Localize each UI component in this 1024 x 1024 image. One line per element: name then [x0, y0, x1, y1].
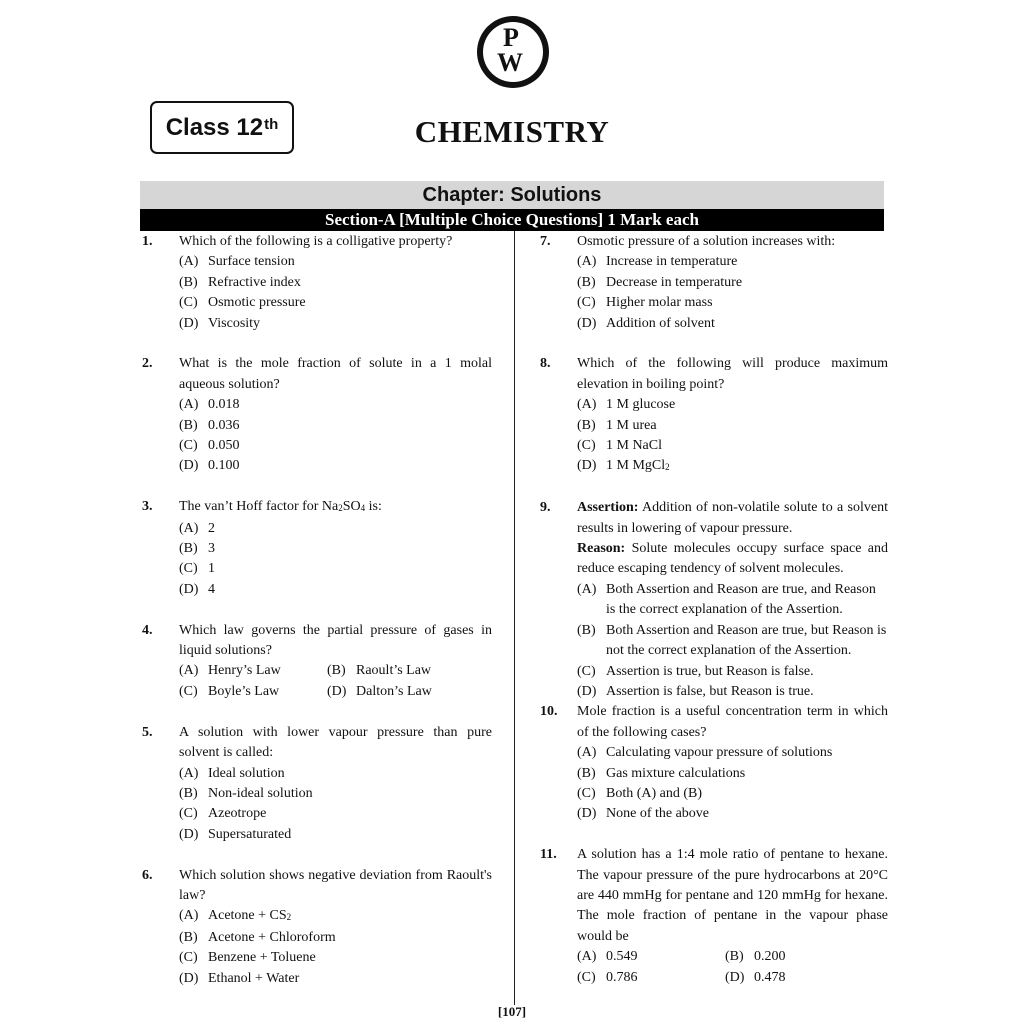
question-stem: Mole fraction is a useful concentration term in which of the following cases?: [577, 704, 888, 740]
option-b: [327, 661, 475, 681]
option-text: 0.786: [606, 969, 638, 985]
option-b: [179, 928, 492, 948]
column-divider: [514, 231, 515, 1005]
option-c: [179, 293, 492, 313]
option-d: [179, 456, 492, 476]
option-b: [179, 273, 492, 293]
option-text: Gas mixture calculations: [606, 765, 746, 781]
subject-title: CHEMISTRY: [414, 114, 610, 149]
option-text: Osmotic pressure: [208, 295, 306, 311]
option-d: [577, 456, 888, 477]
stem-part: The van’t Hoff factor for Na: [179, 499, 339, 515]
stem-part: SO: [342, 499, 361, 515]
question-7: [540, 232, 888, 334]
option-a: [577, 580, 888, 621]
option-text: 0.100: [208, 458, 240, 474]
question-stem: What is the mole fraction of solute in a 1 molal aqueous solution?: [179, 356, 492, 392]
section-heading: Section-A [Multiple Choice Questions] 1 Mark each: [140, 209, 884, 231]
question-stem: Which of the following will produce maximum elevation in boiling point?: [577, 356, 888, 392]
option-b: [577, 416, 888, 436]
option-row: [179, 661, 492, 681]
option-label: (A): [179, 663, 199, 679]
option-text: 2: [208, 520, 215, 536]
option-label: (B): [179, 274, 198, 290]
option-label: (A): [577, 949, 597, 965]
option-text: Both Assertion and Reason are true, and Reason is the correct explanation of the Assertion.: [606, 581, 876, 618]
question-8: [540, 354, 888, 477]
option-text: Supersaturated: [208, 826, 292, 842]
option-c: [577, 968, 725, 988]
option-text: Assertion is true, but Reason is false.: [606, 663, 814, 679]
option-b: [577, 273, 888, 293]
question-number: 1.: [142, 234, 153, 249]
option-text: Both Assertion and Reason are true, but Reason is not the correct explanation of the Assertion.: [606, 622, 887, 659]
logo-letter-p: P: [503, 23, 519, 52]
option-c: [179, 804, 492, 824]
option-label: (D): [577, 806, 597, 822]
reason-label: Reason:: [577, 541, 626, 557]
option-a: [577, 947, 725, 967]
option-text: 1 M glucose: [606, 397, 676, 413]
option-label: (B): [577, 765, 596, 781]
option-row: [577, 968, 888, 988]
option-label: (A): [577, 254, 597, 270]
option-text: 1: [208, 561, 215, 577]
option-label: (C): [179, 950, 198, 966]
question-9: [540, 498, 888, 702]
option-text: Ideal solution: [208, 765, 285, 781]
option-d: [327, 682, 475, 702]
option-label: (C): [577, 663, 596, 679]
question-number: 4.: [142, 622, 153, 638]
question-2: [142, 354, 492, 476]
option-d: [577, 314, 888, 334]
question-5: [142, 723, 492, 845]
question-1: [142, 232, 492, 334]
option-text: Assertion is false, but Reason is true.: [606, 683, 814, 699]
right-column: [540, 232, 888, 988]
option-label: (C): [179, 438, 198, 454]
stem-part: is:: [365, 499, 382, 515]
class-badge: [150, 101, 294, 154]
question-4: [142, 621, 492, 703]
question-number: 3.: [142, 499, 153, 515]
pw-logo: [477, 16, 549, 88]
option-label: (B): [179, 541, 198, 557]
question-number: 7.: [540, 234, 551, 249]
logo-letter-w: W: [497, 48, 523, 77]
subscript: 2: [286, 912, 292, 923]
option-text: 4: [208, 581, 215, 597]
option-a: [179, 252, 492, 272]
option-label: (C): [179, 295, 198, 311]
option-text: 3: [208, 541, 215, 557]
option-text: Ethanol + Water: [208, 970, 300, 986]
option-label: (C): [577, 295, 596, 311]
reason-body: Solute molecules occupy surface space and reduce escaping tendency of solvent molecules.: [577, 541, 888, 577]
option-text: Raoult’s Law: [356, 663, 432, 679]
option-label: (A): [179, 765, 199, 781]
question-stem: Which solution shows negative deviation from Raoult's law?: [179, 867, 492, 903]
option-c: [179, 682, 327, 702]
question-number: 10.: [540, 704, 558, 720]
option-label: (B): [577, 622, 596, 638]
option-label: (B): [179, 417, 198, 433]
option-label: (C): [577, 785, 596, 801]
assertion-text: [577, 498, 888, 539]
option-label: (B): [577, 417, 596, 433]
option-text: 1 M NaCl: [606, 438, 662, 454]
question-stem: A solution with lower vapour pressure than pure solvent is called:: [179, 724, 492, 761]
option-c: [179, 436, 492, 456]
question-number: 6.: [142, 867, 153, 883]
option-a: [179, 906, 492, 927]
chapter-heading: Chapter: Solutions: [140, 181, 884, 209]
option-label: (B): [179, 929, 198, 945]
option-d: [179, 314, 492, 334]
option-label: (A): [577, 581, 597, 597]
option-a: [179, 395, 492, 415]
option-b: [577, 621, 888, 662]
option-c: [577, 662, 888, 682]
option-label: (D): [179, 458, 199, 474]
option-label: (C): [179, 561, 198, 577]
option-text: 0.018: [208, 397, 240, 413]
question-number: 2.: [142, 356, 153, 372]
class-superscript: th: [264, 116, 279, 133]
option-text: Calculating vapour pressure of solutions: [606, 745, 833, 761]
option-label: (C): [577, 969, 596, 985]
assertion-body: Addition of non-volatile solute to a solvent results in lowering of vapour pressure.: [577, 500, 888, 536]
option-text: Azeotrope: [208, 806, 267, 822]
option-text: Higher molar mass: [606, 295, 713, 311]
question-6: [142, 866, 492, 989]
option-d: [179, 825, 492, 845]
option-row: [179, 682, 492, 702]
option-label: (D): [577, 315, 597, 331]
option-label: (B): [577, 274, 596, 290]
option-text: 1 M urea: [606, 417, 657, 433]
question-stem: [179, 497, 492, 518]
option-text: 0.050: [208, 438, 240, 454]
option-label: (D): [725, 969, 745, 985]
option-text: Both (A) and (B): [606, 785, 703, 801]
option-label: (A): [577, 745, 597, 761]
option-label: (B): [725, 949, 744, 965]
option-label: (A): [179, 397, 199, 413]
option-text: Acetone + CS: [208, 908, 287, 924]
left-column: [142, 232, 492, 989]
option-text: Benzene + Toluene: [208, 950, 316, 966]
option-text: 0.549: [606, 949, 638, 965]
option-b: [725, 947, 873, 967]
question-number: 9.: [540, 500, 551, 516]
option-label: (A): [179, 520, 199, 536]
option-label: (D): [179, 970, 199, 986]
option-label: (A): [577, 397, 597, 413]
option-text: Viscosity: [208, 315, 261, 331]
option-text: Henry’s Law: [208, 663, 281, 679]
subscript: 2: [665, 462, 670, 473]
option-label: (D): [179, 826, 199, 842]
option-text: Non-ideal solution: [208, 785, 313, 801]
option-text: 1 M MgCl: [606, 458, 666, 474]
subscript: 2: [338, 503, 343, 514]
option-row: [577, 947, 888, 967]
option-label: (D): [179, 581, 199, 597]
option-label: (A): [179, 254, 199, 270]
question-stem: Which of the following is a colligative property?: [179, 234, 453, 249]
option-text: Surface tension: [208, 254, 295, 270]
option-label: (D): [179, 315, 199, 331]
option-label: (D): [577, 458, 597, 474]
option-text: Refractive index: [208, 274, 301, 290]
question-number: 11.: [540, 847, 557, 863]
option-c: [577, 293, 888, 313]
option-a: [577, 743, 888, 763]
reason-text: [577, 539, 888, 580]
option-text: Dalton’s Law: [356, 683, 432, 699]
page-number: [107]: [497, 1004, 527, 1019]
option-c: [577, 784, 888, 804]
option-c: [577, 436, 888, 456]
option-d: [577, 682, 888, 702]
option-label: (C): [577, 438, 596, 454]
option-c: [179, 948, 492, 968]
option-label: (A): [179, 908, 199, 924]
question-3: [142, 497, 492, 600]
question-11: [540, 845, 888, 988]
option-text: 0.478: [754, 969, 786, 985]
option-text: Increase in temperature: [606, 254, 738, 270]
option-a: [577, 252, 888, 272]
option-text: Acetone + Chloroform: [208, 929, 336, 945]
option-b: [179, 539, 492, 559]
option-text: None of the above: [606, 806, 710, 822]
option-text: 0.200: [754, 949, 786, 965]
option-a: [577, 395, 888, 415]
option-label: (D): [577, 683, 597, 699]
option-c: [179, 559, 492, 579]
option-label: (B): [179, 785, 198, 801]
question-stem: A solution has a 1:4 mole ratio of pentane to hexane. The vapour pressure of the pure hydrocarbons at 20°C are 440 mmHg for pentane and 120 mmHg for hexane. The mole fraction of pentane in the vapour phase would be: [577, 847, 888, 944]
option-d: [725, 968, 873, 988]
option-label: (C): [179, 806, 198, 822]
question-stem: Osmotic pressure of a solution increases with:: [577, 234, 836, 249]
option-text: Addition of solvent: [606, 315, 715, 331]
option-b: [179, 784, 492, 804]
option-a: [179, 764, 492, 784]
option-label: (C): [179, 683, 198, 699]
option-text: Decrease in temperature: [606, 274, 743, 290]
option-b: [577, 764, 888, 784]
option-label: (D): [327, 683, 347, 699]
option-label: (B): [327, 663, 346, 679]
question-10: [540, 702, 888, 824]
option-text: Boyle’s Law: [208, 683, 280, 699]
subscript: 4: [360, 503, 366, 514]
option-d: [577, 804, 888, 824]
option-a: [179, 519, 492, 539]
question-number: 8.: [540, 356, 551, 372]
option-b: [179, 416, 492, 436]
question-number: 5.: [142, 724, 153, 740]
option-text: 0.036: [208, 417, 240, 433]
pw-logo-inner: [483, 22, 543, 82]
option-a: [179, 661, 327, 681]
option-d: [179, 580, 492, 600]
class-label: Class 12: [165, 113, 264, 141]
option-d: [179, 969, 492, 989]
assertion-label: Assertion:: [577, 500, 639, 516]
question-stem: Which law governs the partial pressure of gases in liquid solutions?: [179, 622, 492, 659]
